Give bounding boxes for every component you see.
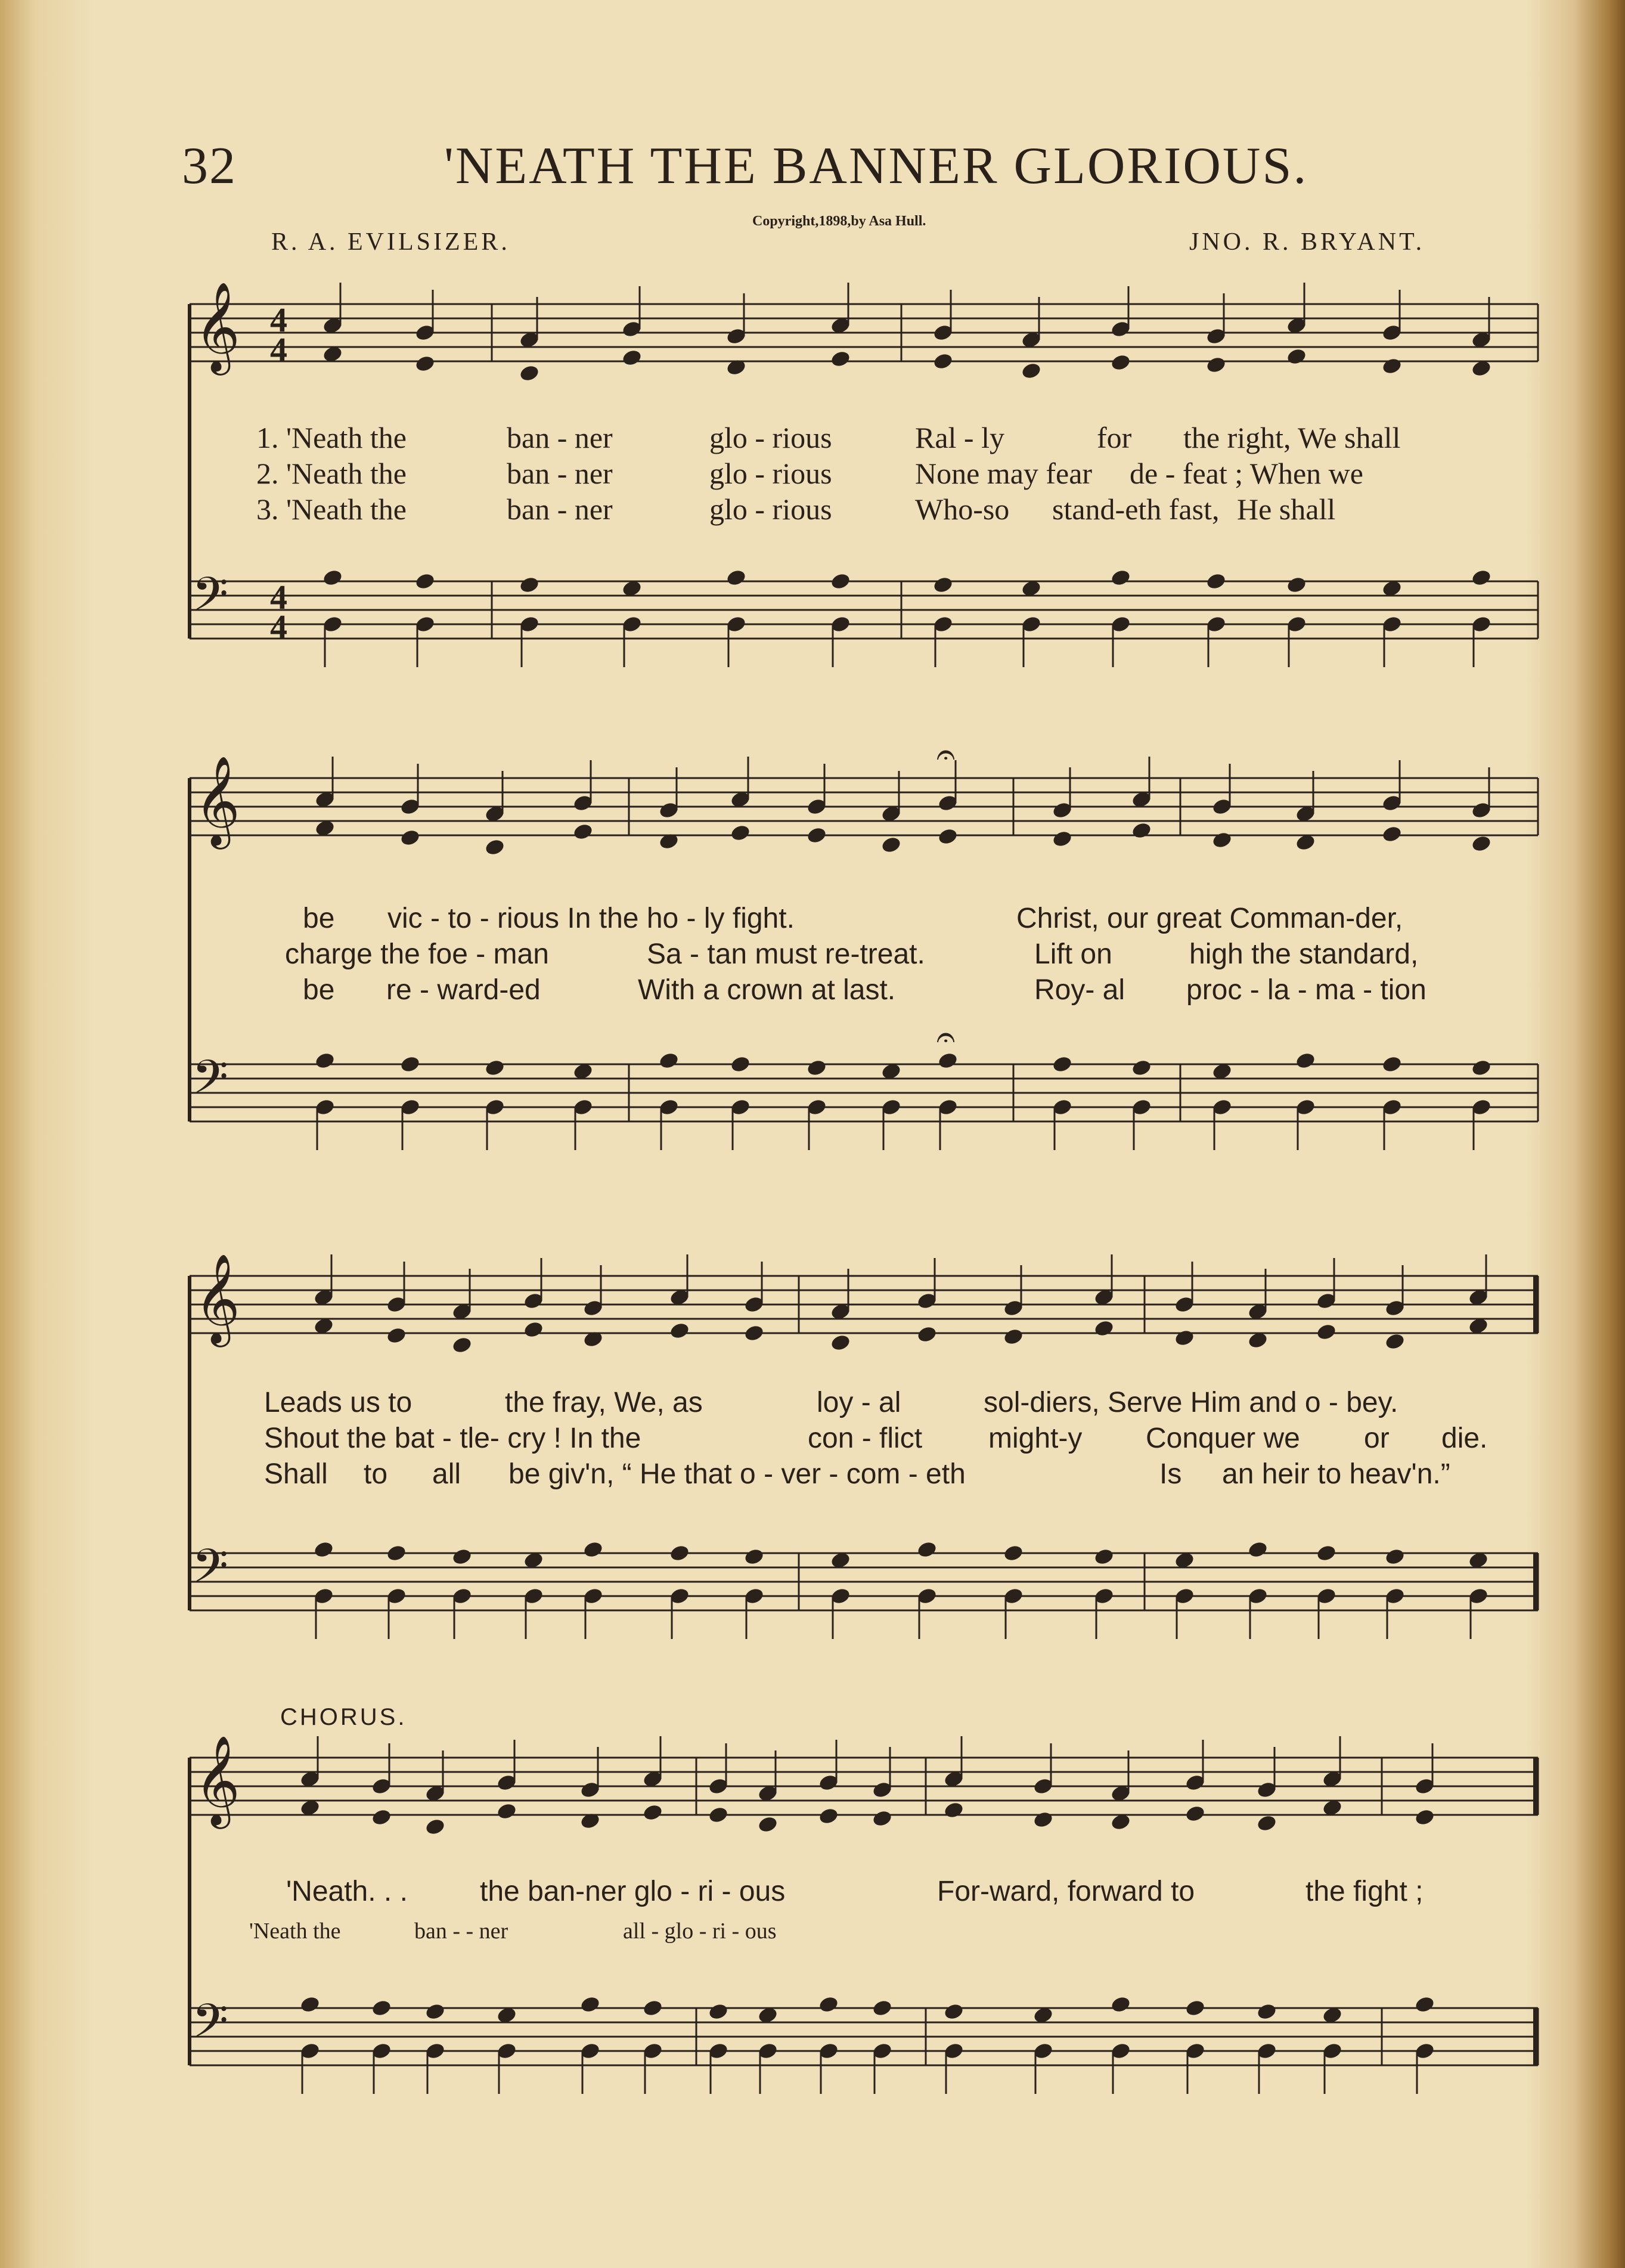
tenor-note — [1093, 1547, 1115, 1566]
tenor-note — [1471, 568, 1492, 587]
tenor-note — [1205, 572, 1227, 591]
lyric-fragment: all — [432, 1458, 461, 1490]
lyric-fragment: vic - to - rious In the ho - ly fight. — [387, 903, 795, 934]
alto-note — [830, 349, 851, 368]
tenor-note — [314, 1051, 336, 1070]
tenor-note — [1052, 1055, 1073, 1074]
tenor-note — [582, 1540, 604, 1559]
tenor-note — [943, 2002, 965, 2021]
lyric-fragment: all - glo - ri - ous — [623, 1919, 777, 1944]
bass-clef: 𝄢 — [192, 1539, 229, 1605]
lyric-fragment: For-ward, forward to — [937, 1876, 1195, 1907]
chorus-label: CHORUS. — [280, 1704, 407, 1730]
bass-clef: 𝄢 — [192, 1994, 229, 2060]
lyric-line — [0, 974, 1625, 1009]
alto-note — [916, 1325, 938, 1344]
tenor-note — [658, 1051, 680, 1070]
alto-note — [523, 1320, 544, 1339]
alto-note — [1131, 821, 1152, 840]
lyric-fragment: the fray, We, as — [505, 1387, 703, 1418]
lyric-fragment: die. — [1441, 1423, 1488, 1454]
alto-note — [757, 1815, 779, 1834]
lyric-fragment: 3. 'Neath the — [256, 492, 407, 526]
lyricist-credit: R. A. EVILSIZER. — [271, 228, 510, 256]
lyric-fragment: Roy- al — [1034, 974, 1125, 1006]
lyric-fragment: Is — [1159, 1458, 1182, 1490]
alto-note — [743, 1324, 765, 1343]
tenor-note — [579, 1995, 601, 2014]
tenor-note — [1110, 568, 1131, 587]
tenor-note — [299, 1995, 321, 2014]
tenor-note — [916, 1540, 938, 1559]
time-signature-numerator: 4 — [270, 300, 287, 339]
lyric-fragment: Leads us to — [264, 1387, 413, 1418]
alto-note — [496, 1802, 517, 1821]
alto-note — [484, 838, 506, 857]
alto-note — [1381, 825, 1403, 844]
alto-note — [1052, 829, 1073, 848]
alto-note — [932, 352, 954, 371]
lyric-line — [0, 420, 1625, 456]
tenor-note — [1247, 1540, 1269, 1559]
tenor-note — [872, 1999, 893, 2018]
lyric-line — [0, 456, 1625, 492]
tenor-note — [642, 1999, 663, 2018]
tenor-note — [1295, 1051, 1316, 1070]
lyric-fragment: ban - ner — [507, 457, 613, 490]
alto-note — [1211, 831, 1233, 850]
alto-note — [572, 822, 594, 841]
treble-clef: 𝄞 — [194, 281, 240, 371]
alto-note — [1205, 355, 1227, 374]
lyric-fragment: be — [303, 903, 335, 934]
lyric-fragment: ban - ner — [507, 421, 613, 454]
lyric-fragment: or — [1364, 1423, 1390, 1454]
tenor-note — [1184, 1999, 1206, 2018]
tenor-note — [830, 572, 851, 591]
alto-note — [806, 826, 827, 845]
treble-clef: 𝄞 — [194, 755, 240, 845]
tenor-note — [399, 1055, 421, 1074]
lyric-fragment: con - flict — [808, 1423, 923, 1454]
tenor-note — [708, 2002, 729, 2021]
bass-clef: 𝄢 — [192, 1051, 229, 1116]
bass-clef: 𝄢 — [192, 568, 229, 633]
treble-clef: 𝄞 — [194, 1734, 240, 1825]
lyric-fragment: ban - - ner — [414, 1919, 508, 1944]
page-number: 32 — [182, 137, 237, 195]
alto-note — [1384, 1332, 1406, 1351]
tenor-note — [730, 1055, 751, 1074]
lyric-fragment: With a crown at last. — [638, 974, 896, 1006]
lyric-fragment: ban - ner — [507, 492, 613, 526]
tenor-note — [386, 1544, 407, 1563]
alto-note — [1381, 357, 1403, 376]
lyric-fragment: None may fear — [915, 457, 1093, 490]
lyric-fragment: loy - al — [817, 1387, 901, 1418]
lyric-fragment: sol-diers, Serve Him and o - bey. — [984, 1387, 1398, 1418]
alto-note — [669, 1321, 690, 1340]
alto-note — [818, 1807, 839, 1826]
lyric-line — [0, 1422, 1625, 1458]
alto-note — [621, 348, 643, 367]
lyric-fragment: be giv'n, “ He that o - ver - com - eth — [508, 1458, 966, 1490]
time-signature-numerator: 4 — [270, 578, 287, 616]
lyric-fragment: de - feat ; When we — [1130, 457, 1363, 490]
tenor-note — [1131, 1058, 1152, 1077]
alto-note — [1414, 1808, 1435, 1827]
lyric-fragment: charge the foe - man — [285, 938, 549, 970]
tenor-note — [806, 1058, 827, 1077]
lyric-fragment: proc - la - ma - tion — [1186, 974, 1426, 1006]
tenor-note — [1471, 1058, 1492, 1077]
tenor-note — [414, 572, 436, 591]
tenor-note — [743, 1547, 765, 1566]
alto-note — [943, 1801, 965, 1820]
alto-note — [1032, 1810, 1054, 1829]
tenor-note — [725, 568, 747, 587]
lyric-fragment: the ban-ner glo - ri - ous — [480, 1876, 786, 1907]
lyric-fragment: glo - rious — [709, 421, 832, 454]
alto-note — [386, 1326, 407, 1345]
lyric-fragment: 'Neath. . . — [286, 1876, 408, 1907]
alto-note — [937, 827, 959, 846]
tenor-note — [1003, 1544, 1024, 1563]
tenor-note — [1384, 1547, 1406, 1566]
alto-note — [708, 1805, 729, 1824]
alto-note — [1174, 1328, 1195, 1347]
lyric-line — [0, 938, 1625, 974]
lyric-line — [0, 1458, 1625, 1494]
alto-note — [519, 364, 540, 383]
lyric-fragment: 2. 'Neath the — [256, 457, 407, 490]
tenor-note — [669, 1544, 690, 1563]
lyric-fragment: to — [364, 1458, 388, 1490]
alto-note — [1110, 353, 1131, 372]
lyric-fragment: might-y — [988, 1423, 1083, 1454]
alto-note — [1184, 1804, 1206, 1823]
time-signature-denominator: 4 — [270, 330, 287, 369]
tenor-note — [1316, 1544, 1337, 1563]
lyric-fragment: 'Neath the — [249, 1919, 341, 1944]
tenor-note — [484, 1058, 506, 1077]
tenor-note — [818, 1995, 839, 2014]
lyric-fragment: stand-eth fast, — [1052, 492, 1220, 526]
tenor-note — [313, 1540, 334, 1559]
lyric-fragment: Lift on — [1034, 938, 1112, 970]
tenor-note — [932, 575, 954, 594]
alto-note — [1003, 1327, 1024, 1346]
alto-note — [730, 823, 751, 842]
lyric-fragment: the fight ; — [1305, 1876, 1424, 1907]
lyric-fragment: for — [1097, 421, 1132, 454]
tenor-note — [1256, 2002, 1277, 2021]
tenor-note — [1381, 1055, 1403, 1074]
alto-note — [414, 354, 436, 373]
alto-note — [1021, 361, 1042, 380]
fermata-icon: 𝄐 — [936, 1018, 956, 1056]
lyric-line — [0, 1875, 1625, 1911]
lyric-fragment: He shall — [1237, 492, 1336, 526]
lyric-fragment: Ral - ly — [915, 421, 1004, 454]
time-signature-denominator: 4 — [270, 608, 287, 646]
tenor-note — [1110, 1995, 1131, 2014]
composer-credit: JNO. R. BRYANT. — [1189, 228, 1425, 256]
lyric-fragment: re - ward-ed — [386, 974, 541, 1006]
lyric-fragment: Conquer we — [1146, 1423, 1300, 1454]
alto-note — [880, 835, 902, 854]
lyric-fragment: 1. 'Neath the — [256, 421, 407, 454]
lyric-line — [0, 492, 1625, 528]
lyric-fragment: Who-so — [915, 492, 1010, 526]
alto-note — [642, 1803, 663, 1822]
lyric-line — [0, 902, 1625, 938]
lyric-fragment: glo - rious — [709, 492, 832, 526]
lyric-fragment: be — [303, 974, 335, 1006]
alto-note — [371, 1808, 392, 1827]
tenor-note — [424, 2002, 446, 2021]
lyric-line — [0, 1918, 1625, 1954]
alto-note — [399, 828, 421, 847]
alto-note — [830, 1333, 851, 1352]
tenor-note — [519, 575, 540, 594]
lyric-line — [0, 1386, 1625, 1422]
alto-note — [1471, 834, 1492, 853]
tenor-note — [1286, 575, 1307, 594]
alto-note — [1093, 1319, 1115, 1338]
lyric-fragment: an heir to heav'n.” — [1222, 1458, 1450, 1490]
tenor-note — [451, 1547, 473, 1566]
lyric-fragment: glo - rious — [709, 457, 832, 490]
lyric-fragment: Shout the bat - tle- cry ! In the — [264, 1423, 641, 1454]
lyric-fragment: Christ, our great Comman-der, — [1016, 903, 1403, 934]
tenor-note — [322, 568, 343, 587]
treble-clef: 𝄞 — [194, 1253, 240, 1343]
page-title: 'NEATH THE BANNER GLORIOUS. — [444, 137, 1308, 195]
tenor-note — [1414, 1995, 1435, 2014]
alto-note — [1256, 1814, 1277, 1833]
tenor-note — [371, 1999, 392, 2018]
lyric-fragment: Sa - tan must re-treat. — [647, 938, 925, 970]
alto-note — [451, 1336, 473, 1355]
alto-note — [1316, 1322, 1337, 1341]
lyric-fragment: Shall — [264, 1458, 328, 1490]
fermata-icon: 𝄐 — [936, 735, 956, 774]
alto-note — [1286, 347, 1307, 366]
alto-note — [424, 1817, 446, 1836]
lyric-fragment: the right, We shall — [1183, 421, 1401, 454]
alto-note — [872, 1809, 893, 1828]
copyright-notice: Copyright,1898,by Asa Hull. — [752, 213, 926, 229]
lyric-fragment: high the standard, — [1189, 938, 1419, 970]
